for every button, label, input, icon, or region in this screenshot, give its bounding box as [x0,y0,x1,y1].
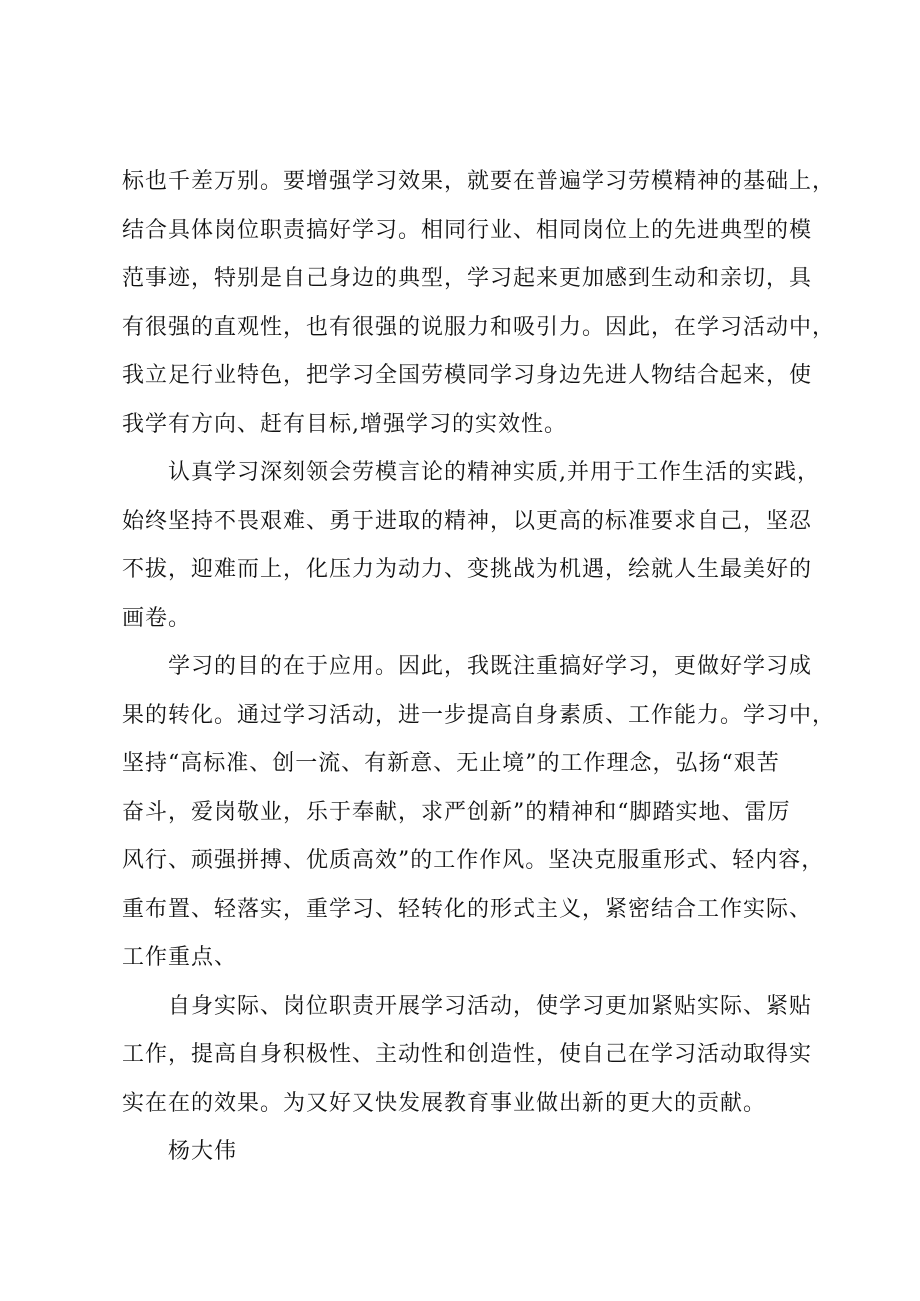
text-line: 有很强的直观性，也有很强的说服力和吸引力。因此，在学习活动中， [122,314,836,340]
text-line: 重布置、轻落实，重学习、轻转化的形式主义，紧密结合工作实际、 [122,896,813,922]
text-line: 实在在的效果。为又好又快发展教育事业做出新的更大的贡献。 [122,1090,767,1116]
text-line: 果的转化。通过学习活动，进一步提高自身素质、工作能力。学习中， [122,702,836,728]
text-line: 范事迹，特别是自己身边的典型，学习起来更加感到生动和亲切，具 [122,266,813,291]
text-line: 奋斗，爱岗敬业，乐于奉献，求严创新”的精神和“脚踏实地、雷厉 [122,799,791,825]
text-line: 坚持“高标准、创一流、有新意、无止境”的工作理念，弘扬“艰苦 [122,751,780,776]
text-line: 不拔，迎难而上，化压力为动力、变挑战为机遇，绘就人生最美好的 [122,557,813,582]
text-line: 风行、顽强拼搏、优质高效”的工作作风。坚决克服重形式、轻内容， [122,848,825,873]
text-line: 工作，提高自身积极性、主动性和创造性，使自己在学习活动取得实 [122,1042,813,1067]
text-line: 我学有方向、赶有目标,增强学习的实效性。 [122,411,567,437]
paragraph-first-line: 认真学习深刻领会劳模言论的精神实质,并用于工作生活的实践， [168,460,820,485]
text-line: 结合具体岗位职责搞好学习。相同行业、相同岗位上的先进典型的模 [122,217,813,243]
text-line: 画卷。 [122,605,192,631]
signature: 杨大伟 [168,1139,238,1164]
paragraph-first-line: 学习的目的在于应用。因此，我既注重搞好学习，更做好学习成 [168,654,813,679]
text-line: 工作重点、 [122,945,238,970]
text-line: 始终坚持不畏艰难、勇于进取的精神，以更高的标准要求自己，坚忍 [122,508,813,534]
text-line: 标也千差万别。要增强学习效果，就要在普遍学习劳模精神的基础上， [122,169,836,194]
text-line: 我立足行业特色，把学习全国劳模同学习身边先进人物结合起来，使 [122,363,813,388]
document-body [122,158,836,1177]
paragraph-first-line: 自身实际、岗位职责开展学习活动，使学习更加紧贴实际、紧贴 [168,993,813,1019]
